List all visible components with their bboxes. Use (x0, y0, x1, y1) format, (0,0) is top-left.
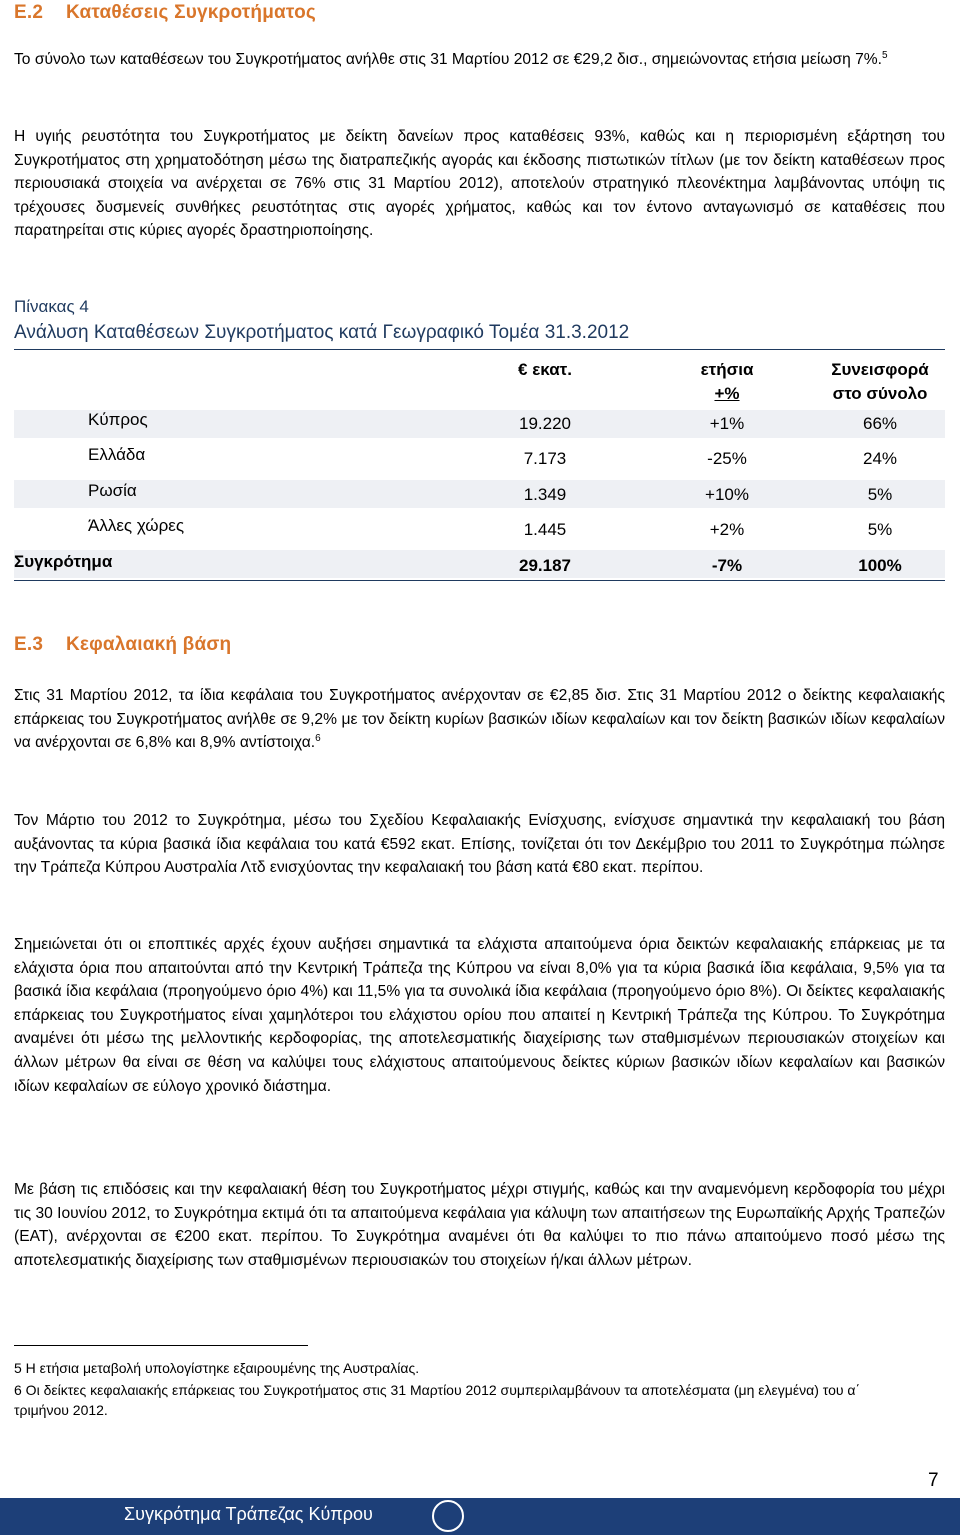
section-number: Ε.3 (14, 634, 44, 655)
col-header-share: Συνεισφορά στο σύνολο (831, 360, 929, 403)
paragraph-liquidity: Η υγιής ρευστότητα του Συγκροτήματος με δείκτη δανείων προς καταθέσεις 93%, καθώς και η περιορισμένη εξάρτηση του Συγκροτήματος στη χρηματοδότηση μέσω της διατραπεζικής αγοράς και έκδοσης πιστωτικών τίτλων (με τον δείκτη καταθέσεων προς περιουσιακά στοιχεία να ανέρχεται σε 76% στις 31 Μαρτίου 2012), αποτελούν στρατηγικό πλεονέκτημα λαμβάνοντας υπόψη τις τρέχουσες δυσμενείς συνθήκες ρευστότητας στις αγορές χρήματος, καθώς και τον έντονο ανταγωνισμό σε καταθέσεις που παρατηρείται στις κύριες αγορές δραστηριοποίησης. (14, 128, 945, 240)
paragraph-deposits-total (14, 48, 945, 72)
table-label: Πίνακας 4 (14, 297, 89, 316)
table-top-rule (14, 349, 945, 350)
section-title: Κεφαλαιακή βάση (66, 634, 232, 655)
section-heading-e2 (14, 2, 316, 24)
document-page: Ε.2 Καταθέσεις Συγκροτήματος Το σύνολο των καταθέσεων του Συγκροτήματος ανήλθε στις 31 Μαρτίου 2012 σε €29,2 δισ., σημειώνοντας ετήσια μείωση 7%.$^5$ Η υγιής ρευστότητα του Συγκροτήματος με δείκτη δανείων προς καταθέσεις 93%, καθώς και η περιορισμένη εξάρτηση του Συγκροτήματος στη χρηματοδότηση μέσω της διατραπεζικής αγοράς και έκδοσης πιστωτικών τίτλων (με τον δείκτη καταθέσεων προς περιουσιακά στοιχεία να ανέρχεται σε 76% στις 31 Μαρτίου 2012), αποτελούν στρατηγικό πλεονέκτημα λαμβάνοντας υπόψη τις τρέχουσες δυσμενείς συνθήκες ρευστότητας στις αγορές χρήματος, καθώς και τον έντονο ανταγωνισμό σε καταθέσεις που παρατηρείται στις κύριες αγορές δραστηριοποίησης. Πίνακας 4 Ανάλυση Καταθέσεων Συγκροτήματος κατά Γεωγραφικό Τομέα 31.3.2012 € εκατ. ετήσια +% Συνεισφορά στο σύνολο Κύπρος 19.220 +1% 66% Ελλάδα 7.173 -25% 24% Ρωσία 1.349 +10% 5% Άλλες χώρες 1.445 +2% 5% Συγκρότημα 29.187 -7% 100% Ε.3 Κεφαλαιακή βάση Στις 31 Μαρτίου 2012, τα ίδια κεφάλαια του Συγκροτήματος ανέρχονταν σε €2,85 δισ. Στις 31 Μαρτίου 2012 ο δείκτης κεφαλαιακής επάρκειας του Συγκροτήματος ανήλθε σε 9,2% με τον δείκτη κυρίων βασικών ιδίων κεφαλαίων και τον δείκτη βασικών ιδίων κεφαλαίων να ανέρχονται σε 6,8% και 8,9% αντίστοιχα.$^6$ Τον Μάρτιο του 2012 το Συγκρότημα, μέσω του Σχεδίου Κεφαλαιακής Ενίσχυσης, ενίσχυσε σημαντικά την κεφαλαιακή του βάση αυξάνοντας τα κύρια βασικά ίδια κεφάλαια του κατά €592 εκατ. Επίσης, τονίζεται ότι τον Δεκέμβριο του 2011 το Συγκρότημα πώλησε την Τράπεζα Κύπρου Αυστραλία Λτδ ενισχύοντας την κεφαλαιακή του βάση κατά €80 εκατ. περίπου. Σημειώνεται ότι οι εποπτικές αρχές έχουν αυξήσει σημαντικά τα ελάχιστα απαιτούμενα όρια δεικτών κεφαλαιακής επάρκειας με τα ελάχιστα όρια που απαιτούνται από την Κεντρική Τράπεζα της Κύπρου να είναι 8,0% για τα κύρια βασικά ίδια κεφάλαια, 9,5% για τα βασικά ίδια κεφάλαια (προηγούμενο όριο 4%) και 11,5% για τα συνολικά ίδια κεφάλαια (προηγούμενο όριο 8%). Οι δείκτες κεφαλαιακής επάρκειας του Συγκροτήματος είναι χαμηλότεροι του ελάχιστου ορίου που απαιτεί η Κεντρική Τράπεζα της Κύπρου. Το Συγκρότημα αναμένει ότι μέσω της μελλοντικής κερδοφορίας, της αποτελεσματικής διαχείρισης των σταθμισμένων περιουσιακών στοιχείων και άλλων μέτρων θα είναι σε θέση να καλύψει τους ελάχιστους απαιτούμενους δείκτες κύριων βασικών ιδίων κεφαλαίων και βασικών ιδίων κεφαλαίων σε εύλογο χρονικό διάστημα. Με βάση τις επιδόσεις και την κεφαλαιακή θέση του Συγκροτήματος μέχρι στιγμής, καθώς και την αναμενόμενη κερδοφορία του μέχρι τις 30 Ιουνίου 2012, το Συγκρότημα εκτιμά ότι τα απαιτούμενα κεφάλαια για κάλυψη των απαιτήσεων της Ευρωπαϊκής Αρχής Τραπεζών (ΕΑΤ), ανέρχονται σε €200 εκατ. περίπου. Το Συγκρότημα αναμένει ότι θα καλύψει το πιο πάνω απαιτούμενο ποσό μέσω της αποτελεσματικής διαχείρισης των σταθμισμένων περιουσιακών του στοιχείων ή/και άλλων μέτρων. 5 Η ετήσια μεταβολή υπολογίστηκε εξαιρουμένης της Αυστραλίας. 6 Οι δείκτες κεφαλαιακής επάρκειας του Συγκροτήματος στις 31 Μαρτίου 2012 συμπεριλαμβάνουν τα αποτελέσματα (μη ελεγμένα) του α΄ τριμήνου 2012. 7 Συγκρότημα Τράπεζας Κύπρου (0, 0, 960, 1535)
paragraph-capital-ratios (14, 684, 945, 755)
section-number: Ε.2 (14, 2, 44, 23)
row-band (14, 480, 945, 508)
table-bottom-rule (14, 580, 945, 581)
bank-seal-icon (432, 1500, 464, 1532)
section-heading-e3 (14, 634, 231, 656)
paragraph-regulatory-minimums: Σημειώνεται ότι οι εποπτικές αρχές έχουν αυξήσει σημαντικά τα ελάχιστα απαιτούμενα όρια δεικτών κεφαλαιακής επάρκειας με τα ελάχιστα όρια που απαιτούνται από την Κεντρική Τράπεζα της Κύπρου να είναι 8,0% για τα κύρια βασικά ίδια κεφάλαια, 9,5% για τα βασικά ίδια κεφάλαια (προηγούμενο όριο 4%) και 11,5% για τα συνολικά ίδια κεφάλαια (προηγούμενο όριο 8%). Οι δείκτες κεφαλαιακής επάρκειας του Συγκροτήματος είναι χαμηλότεροι του ελάχιστου ορίου που απαιτεί η Κεντρική Τράπεζα της Κύπρου. Το Συγκρότημα αναμένει ότι μέσω της μελλοντικής κερδοφορίας, της αποτελεσματικής διαχείρισης των σταθμισμένων περιουσιακών στοιχείων και άλλων μέτρων θα είναι σε θέση να καλύψει τους ελάχιστους απαιτούμενους δείκτες κύριων βασικών ιδίων κεφαλαίων και βασικών ιδίων κεφαλαίων σε εύλογο χρονικό διάστημα. (14, 936, 945, 1095)
footnote-ref-5: 5 (882, 50, 888, 61)
footnote-ref-6: 6 (315, 733, 321, 745)
footnote-5: 5 Η ετήσια μεταβολή υπολογίστηκε εξαιρουμένης της Αυστραλίας. (14, 1360, 420, 1376)
table-title: Ανάλυση Καταθέσεων Συγκροτήματος κατά Γεωγραφικό Τομέα 31.3.2012 (14, 322, 630, 343)
paragraph-text: Το σύνολο των καταθέσεων του Συγκροτήματος ανήλθε στις 31 Μαρτίου 2012 σε €29,2 δισ., σημειώνοντας ετήσια μείωση 7%. (14, 51, 882, 68)
footnote-separator (14, 1345, 308, 1346)
footer-bank-name: Συγκρότημα Τράπεζας Κύπρου (124, 1504, 373, 1524)
footnote-6: 6 Οι δείκτες κεφαλαιακής επάρκειας του Συγκροτήματος στις 31 Μαρτίου 2012 συμπεριλαμβάνουν τα αποτελέσματα (μη ελεγμένα) του α΄ τριμήνου 2012. (14, 1382, 861, 1418)
paragraph-eba-requirements: Με βάση τις επιδόσεις και την κεφαλαιακή θέση του Συγκροτήματος μέχρι στιγμής, καθώς και την αναμενόμενη κερδοφορία του μέχρι τις 30 Ιουνίου 2012, το Συγκρότημα εκτιμά ότι τα απαιτούμενα κεφάλαια για κάλυψη των απαιτήσεων της Ευρωπαϊκής Αρχής Τραπεζών (ΕΑΤ), ανέρχονται σε €200 εκατ. περίπου. Το Συγκρότημα αναμένει ότι θα καλύψει το πιο πάνω απαιτούμενο ποσό μέσω της αποτελεσματικής διαχείρισης των σταθμισμένων περιουσιακών του στοιχείων ή/και άλλων μέτρων. (14, 1181, 945, 1269)
section-title: Καταθέσεις Συγκροτήματος (66, 2, 316, 23)
paragraph-capital-enhancement: Τον Μάρτιο του 2012 το Συγκρότημα, μέσω του Σχεδίου Κεφαλαιακής Ενίσχυσης, ενίσχυσε σημαντικά την κεφαλαιακή του βάση αυξάνοντας τα κύρια βασικά ίδια κεφάλαια του κατά €592 εκατ. Επίσης, τονίζεται ότι τον Δεκέμβριο του 2011 το Συγκρότημα πώλησε την Τράπεζα Κύπρου Αυστραλία Λτδ ενισχύοντας την κεφαλαιακή του βάση κατά €80 εκατ. περίπου. (14, 812, 945, 877)
col-header-annual: ετήσια +% (700, 360, 754, 403)
paragraph-text: Στις 31 Μαρτίου 2012, τα ίδια κεφάλαια του Συγκροτήματος ανέρχονταν σε €2,85 δισ. Στις 31 Μαρτίου 2012 ο δείκτης κεφαλαιακής επάρκειας του Συγκροτήματος ανήλθε σε 9,2% με τον δείκτη κυρίων βασικών ιδίων κεφαλαίων και τον δείκτη βασικών ιδίων κεφαλαίων να ανέρχονται σε 6,8% και 8,9% αντίστοιχα. (14, 687, 945, 752)
row-band (14, 550, 945, 578)
row-band (14, 410, 945, 438)
page-number: 7 (928, 1470, 939, 1491)
col-header-amount: € εκατ. (518, 360, 572, 379)
